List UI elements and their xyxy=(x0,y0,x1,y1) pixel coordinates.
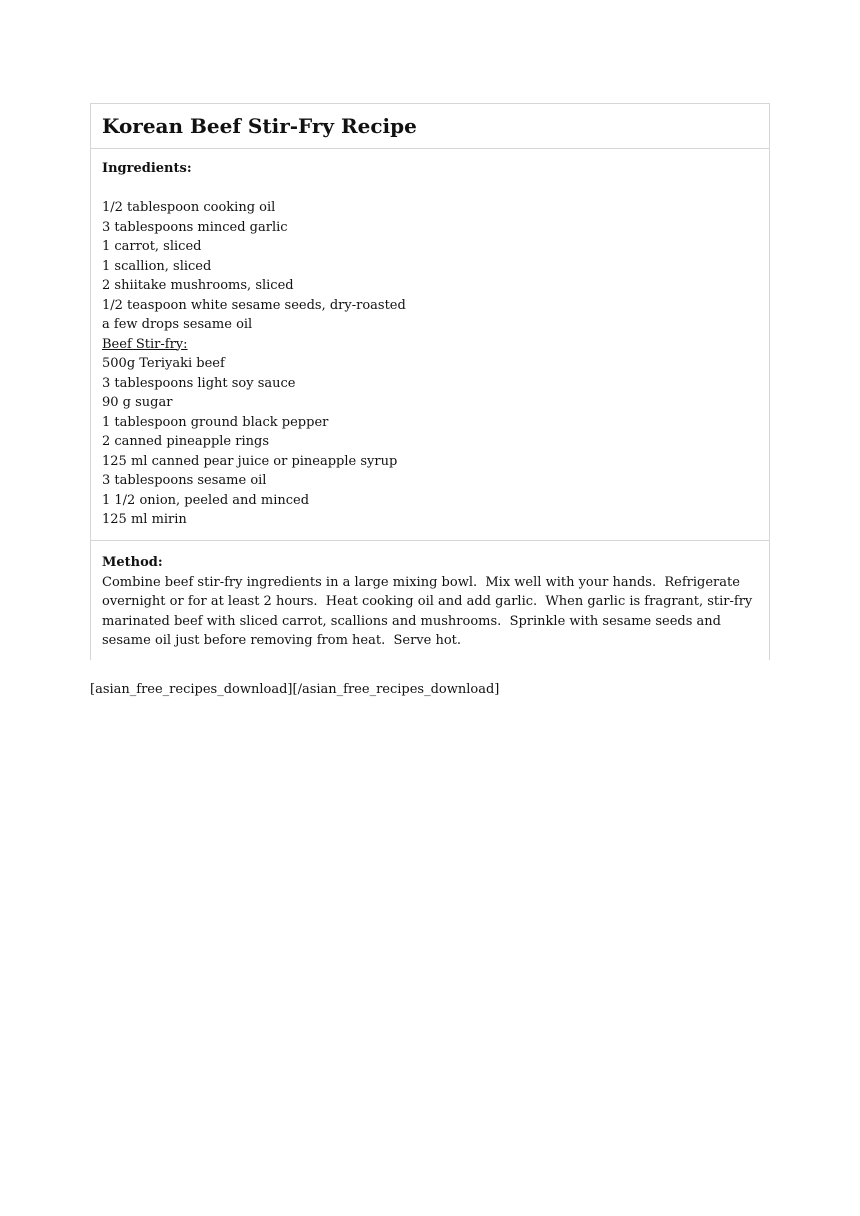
method-text: Combine beef stir-fry ingredients in a large mixing bowl. Mix well with your hands. Refrigerate overnight or for at least 2 hours. Heat cooking oil and add garlic. When garlic is fragrant, stir-fry marinated beef with sliced carrot, scallions and mushrooms. Sprinkle with sesame seeds and sesame oil just before removing from heat. Serve hot. xyxy=(102,574,757,648)
ingredient-item: 3 tablespoons minced garlic xyxy=(102,219,288,235)
ingredient-item: 2 shiitake mushrooms, sliced xyxy=(102,278,294,293)
ingredient-item: 1 carrot, sliced xyxy=(102,239,202,254)
recipe-card xyxy=(90,103,770,660)
ingredients-list-beef xyxy=(102,354,758,530)
ingredient-item: a few drops sesame oil xyxy=(102,317,253,332)
beef-stir-fry-subheading: Beef Stir-fry: xyxy=(102,336,188,352)
ingredient-item: 2 canned pineapple rings xyxy=(102,434,269,449)
ingredient-item: 125 ml mirin xyxy=(102,512,187,527)
ingredient-item: 1 1/2 onion, peeled and minced xyxy=(102,492,310,508)
ingredient-item: 1 tablespoon ground black pepper xyxy=(102,414,329,430)
ingredients-heading: Ingredients: xyxy=(102,161,192,176)
ingredients-list-main xyxy=(102,198,758,335)
download-shortcode: [asian_free_recipes_download][/asian_free_recipes_download] xyxy=(90,682,500,697)
ingredient-item: 1/2 tablespoon cooking oil xyxy=(102,200,276,215)
ingredient-item: 500g Teriyaki beef xyxy=(102,356,225,371)
ingredient-item: 1/2 teaspoon white sesame seeds, dry-roasted xyxy=(102,297,406,313)
ingredient-item: 3 tablespoons light soy sauce xyxy=(102,375,296,391)
ingredient-item: 125 ml canned pear juice or pineapple syrup xyxy=(102,453,398,469)
ingredient-item: 1 scallion, sliced xyxy=(102,258,212,274)
method-section xyxy=(91,541,769,651)
ingredient-item: 3 tablespoons sesame oil xyxy=(102,473,267,488)
ingredients-section xyxy=(91,149,769,541)
recipe-title: Korean Beef Stir-Fry Recipe xyxy=(91,104,769,149)
ingredient-item: 90 g sugar xyxy=(102,395,173,410)
method-heading: Method: xyxy=(102,555,163,570)
blank-line xyxy=(102,179,758,199)
